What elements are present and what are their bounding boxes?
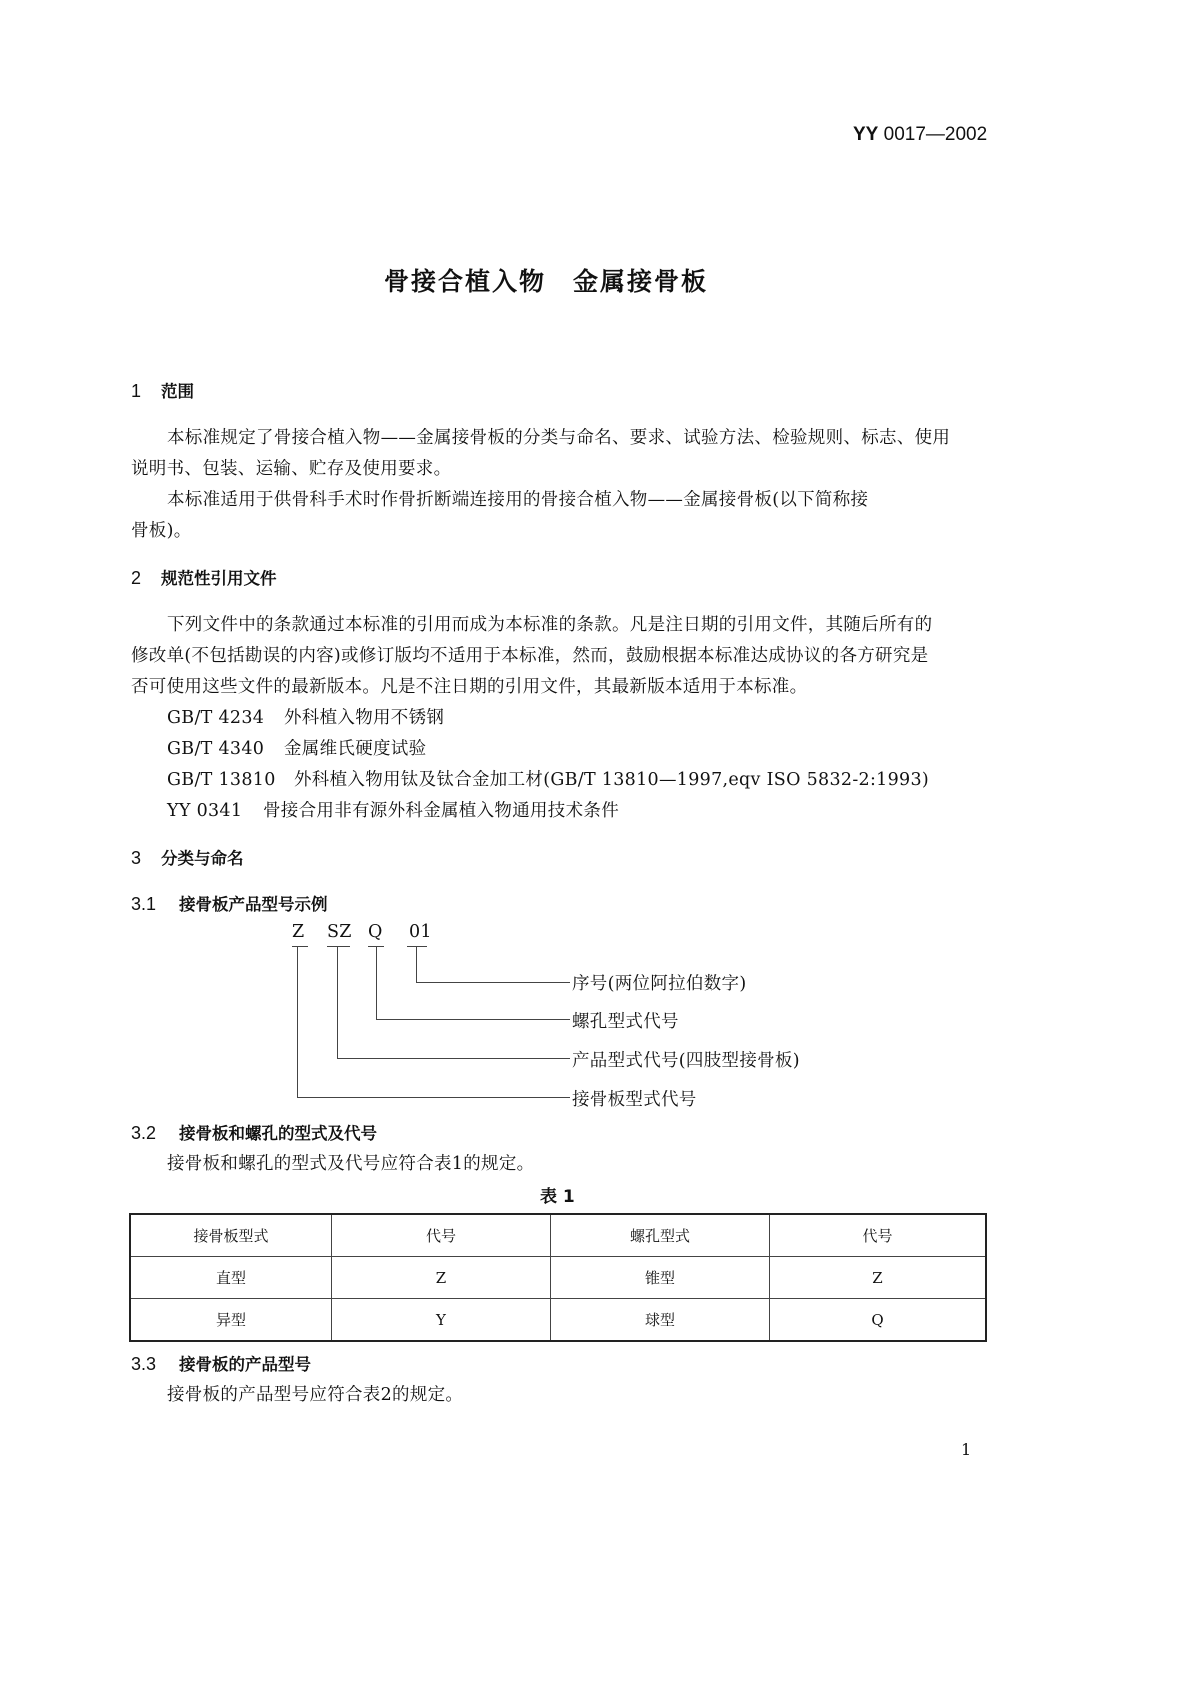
cell: 球型 xyxy=(551,1299,770,1342)
code-letter: SZ xyxy=(327,922,352,942)
reference-item: GB/T 4234 外科植入物用不锈钢 xyxy=(167,708,445,728)
cell: 直型 xyxy=(130,1257,332,1299)
paragraph: 否可使用这些文件的最新版本。凡是不注日期的引用文件，其最新版本适用于本标准。 xyxy=(131,677,808,697)
code-label: 接骨板型式代号 xyxy=(572,1090,697,1110)
paragraph: 说明书、包装、运输、贮存及使用要求。 xyxy=(131,459,452,479)
header-cell: 代号 xyxy=(332,1214,551,1257)
section-3-1-heading: 3.1 接骨板产品型号示例 xyxy=(131,894,328,914)
code-label: 产品型式代号(四肢型接骨板) xyxy=(572,1051,800,1071)
cell: Q xyxy=(770,1299,987,1342)
paragraph: 接骨板和螺孔的型式及代号应符合表1的规定。 xyxy=(167,1154,535,1174)
section-2-heading: 2 规范性引用文件 xyxy=(131,568,277,588)
cell: 异型 xyxy=(130,1299,332,1342)
cell: 锥型 xyxy=(551,1257,770,1299)
cell: Y xyxy=(332,1299,551,1342)
code-label: 螺孔型式代号 xyxy=(572,1012,679,1032)
table-row xyxy=(130,1257,986,1299)
reference-item: GB/T 13810 外科植入物用钛及钛合金加工材(GB/T 13810—1997,eqv ISO 5832-2:1993) xyxy=(167,770,930,790)
section-3-2-heading: 3.2 接骨板和螺孔的型式及代号 xyxy=(131,1123,377,1143)
document-code xyxy=(853,124,987,146)
page-number: 1 xyxy=(961,1440,972,1459)
section-3-heading: 3 分类与命名 xyxy=(131,848,244,868)
code-number: 0017—2002 xyxy=(883,124,988,145)
paragraph: 接骨板的产品型号应符合表2的规定。 xyxy=(167,1385,464,1405)
code-letter: 01 xyxy=(409,922,432,942)
table-row xyxy=(130,1299,986,1342)
header-cell: 代号 xyxy=(770,1214,987,1257)
page-title: 骨接合植入物 金属接骨板 xyxy=(384,267,709,296)
reference-item: GB/T 4340 金属维氏硬度试验 xyxy=(167,739,427,759)
code-letter: Q xyxy=(368,922,383,942)
paragraph: 骨板)。 xyxy=(131,521,192,541)
table-caption: 表 1 xyxy=(540,1187,575,1207)
cell: Z xyxy=(332,1257,551,1299)
section-3-3-heading: 3.3 接骨板的产品型号 xyxy=(131,1354,311,1374)
table-header-row xyxy=(130,1214,986,1257)
cell: Z xyxy=(770,1257,987,1299)
code-letter: Z xyxy=(292,922,305,942)
paragraph: 修改单(不包括勘误的内容)或修订版均不适用于本标准，然而，鼓励根据本标准达成协议的各方研究是 xyxy=(131,646,929,666)
section-1-heading: 1 范围 xyxy=(131,381,194,401)
header-cell: 螺孔型式 xyxy=(551,1214,770,1257)
code-prefix: YY xyxy=(853,124,879,145)
reference-item: YY 0341 骨接合用非有源外科金属植入物通用技术条件 xyxy=(167,801,619,821)
table-1 xyxy=(129,1213,987,1342)
paragraph: 本标准规定了骨接合植入物——金属接骨板的分类与命名、要求、试验方法、检验规则、标志、使用 xyxy=(167,428,951,448)
code-label: 序号(两位阿拉伯数字) xyxy=(572,974,747,994)
header-cell: 接骨板型式 xyxy=(130,1214,332,1257)
paragraph: 下列文件中的条款通过本标准的引用而成为本标准的条款。凡是注日期的引用文件，其随后所有的 xyxy=(167,615,933,635)
paragraph: 本标准适用于供骨科手术时作骨折断端连接用的骨接合植入物——金属接骨板(以下简称接 xyxy=(167,490,869,510)
